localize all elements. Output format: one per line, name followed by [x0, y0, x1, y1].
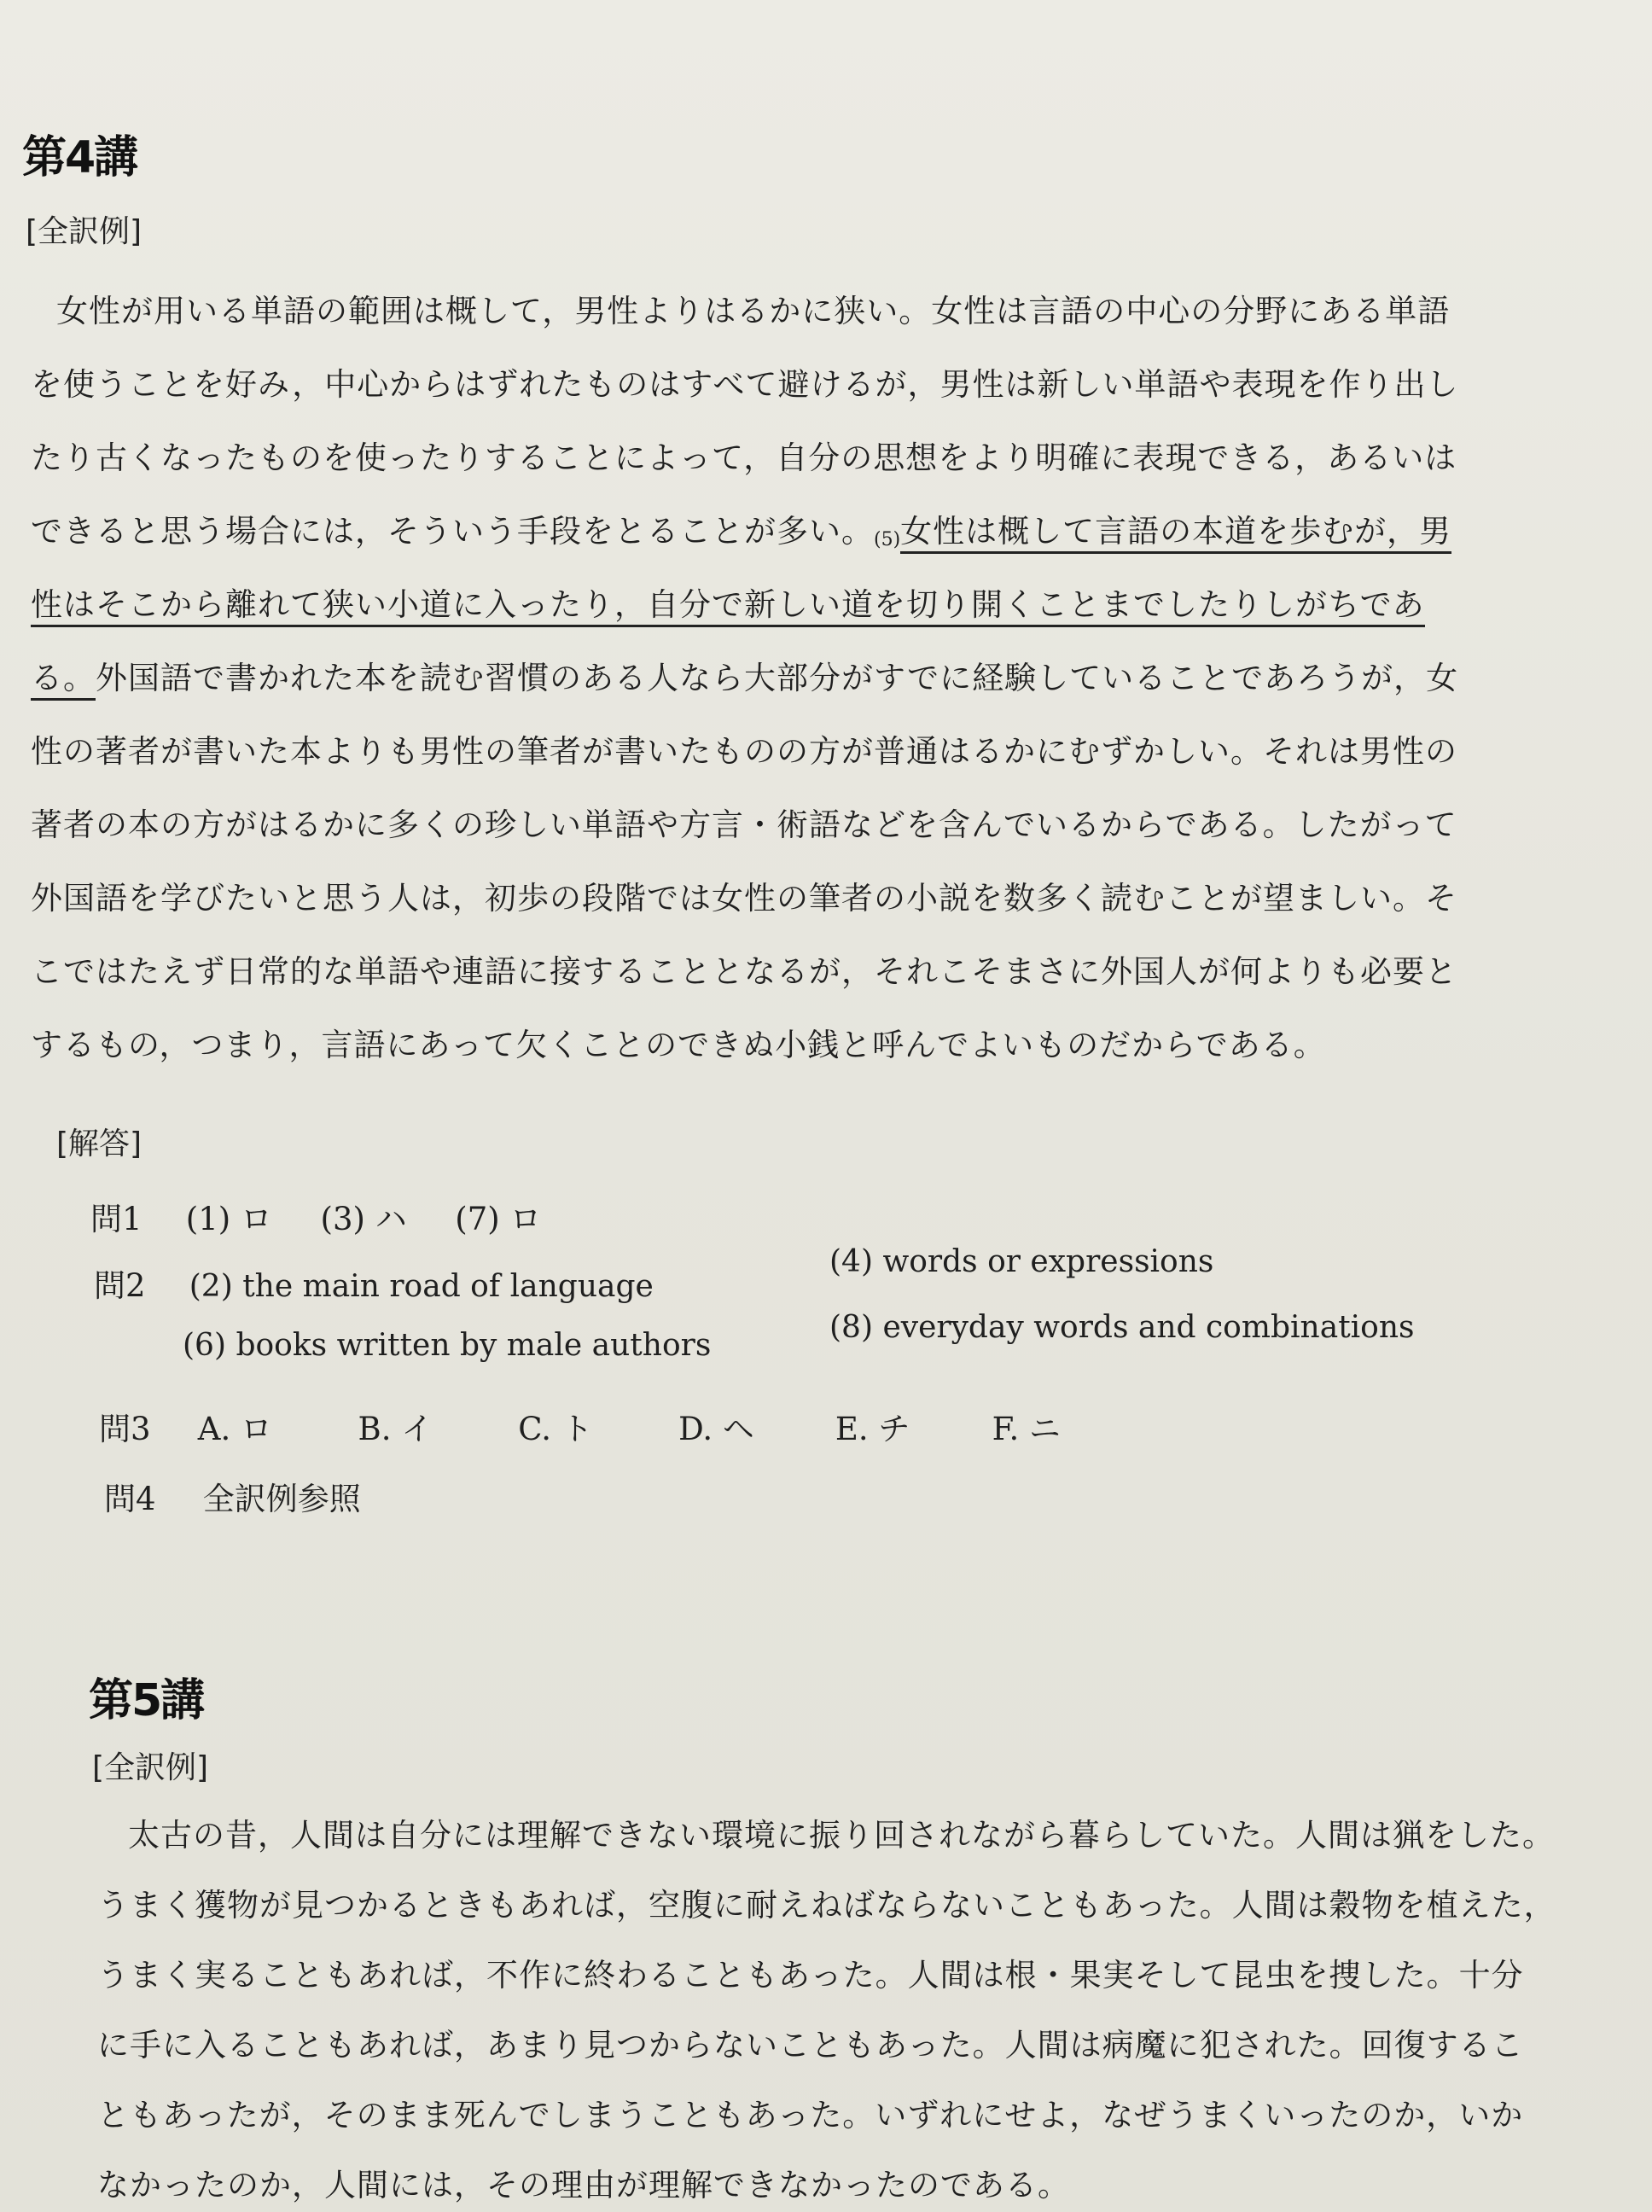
q1-answer: (3) ハ	[320, 1201, 407, 1237]
paragraph-line: 著者の本の方がはるかに多くの珍しい単語や方言・術語などを含んでいるからである。したがって	[31, 806, 1457, 843]
q4-label: 問4	[104, 1481, 156, 1517]
q3-answer: C. ト	[518, 1411, 593, 1447]
lecture-5-translation-label: [全訳例]	[92, 1750, 209, 1785]
paragraph-line: 女性が用いる単語の範囲は概して，男性よりはるかに狭い。女性は言語の中心の分野にある単語	[56, 293, 1451, 329]
paragraph-line: 外国語を学びたいと思う人は，初歩の段階では女性の筆者の小説を数多く読むことが望ましい。そ	[31, 880, 1457, 917]
paragraph-line: 性の著者が書いた本よりも男性の筆者が書いたものの方が普通はるかにむずかしい。それは男性の	[31, 733, 1457, 770]
lecture-4-title: 第4講	[22, 132, 137, 183]
q3-answer: F. ニ	[992, 1411, 1062, 1447]
lecture-5-title: 第5講	[89, 1675, 204, 1726]
paragraph-line: に手に入ることもあれば，あまり見つからないこともあった。人間は病魔に犯された。回復するこ	[97, 2027, 1524, 2064]
answer-q2	[94, 1260, 654, 1306]
answer-q3	[99, 1403, 1061, 1449]
paragraph-line	[31, 568, 1618, 642]
paragraph-line: ともあったが，そのまま死んでしまうこともあった。いずれにせよ，なぜうまくいったのか，いか	[97, 2097, 1524, 2133]
q3-answer: B. イ	[358, 1411, 433, 1447]
paragraph-line: うまく獲物が見つかるときもあれば，空腹に耐えねばならないこともあった。人間は穀物を植えた，	[97, 1887, 1556, 1924]
underlined-sentence-5: 性はそこから離れて狭い小道に入ったり，自分で新しい道を切り開くことまでしたりしがちであ	[31, 586, 1425, 627]
q4-answer: 全訳例参照	[202, 1481, 361, 1517]
q3-label: 問3	[99, 1411, 151, 1447]
q2-label: 問2	[94, 1267, 146, 1304]
q2-answer-6: (6) books written by male authors	[183, 1328, 712, 1363]
paragraph-line: たり古くなったものを使ったりすることによって，自分の思想をより明確に表現できる，あるいは	[31, 439, 1457, 476]
answer-q4	[104, 1473, 361, 1519]
paragraph-text: 外国語で書かれた本を読む習慣のある人なら大部分がすでに経験していることであろうが，女	[96, 660, 1459, 696]
paragraph-line: うまく実ることもあれば，不作に終わることもあった。人間は根・果実そして昆虫を捜した。十分	[97, 1957, 1524, 1994]
q1-answer: (1) ロ	[185, 1201, 272, 1237]
underlined-sentence-5: 女性は概して言語の本道を歩むが，男	[900, 513, 1451, 554]
q3-answer: E. チ	[835, 1411, 910, 1447]
paragraph-line	[31, 642, 1618, 715]
lecture-4-translation-paragraph	[31, 275, 1618, 1082]
paragraph-line: 太古の昔，人間は自分には理解できない環境に振り回されながら暮らしていた。人間は猟をした。	[128, 1817, 1555, 1854]
paragraph-text: できると思う場合には，そういう手段をとることが多い。	[31, 513, 874, 550]
paragraph-line: なかったのか，人間には，その理由が理解できなかったのである。	[97, 2167, 1070, 2203]
q1-label: 問1	[90, 1201, 143, 1237]
lecture-4-translation-label: [全訳例]	[26, 214, 143, 249]
paragraph-line	[31, 495, 1618, 568]
q2-answer-2: (2) the main road of language	[189, 1269, 654, 1304]
answer-q1	[90, 1193, 541, 1239]
underlined-sentence-5: る。	[31, 660, 96, 701]
paragraph-line: するもの，つまり，言語にあって欠くことのできぬ小銭と呼んでよいものだからである。	[31, 1027, 1326, 1063]
lecture-4-answers-label: [解答]	[56, 1126, 143, 1161]
q3-answer: A. ロ	[197, 1411, 273, 1447]
q3-answer: D. ヘ	[678, 1411, 754, 1447]
paragraph-line: を使うことを好み，中心からはずれたものはすべて避けるが，男性は新しい単語や表現を作り出し	[31, 366, 1459, 403]
q2-answer-8: (8) everyday words and combinations	[829, 1310, 1415, 1345]
q2-answer-4: (4) words or expressions	[829, 1244, 1214, 1279]
lecture-5-translation-paragraph	[97, 1801, 1625, 2212]
q1-answer: (7) ロ	[455, 1201, 542, 1237]
underline-marker-5: (5)	[874, 529, 901, 550]
paragraph-line: こではたえず日常的な単語や連語に接することとなるが，それこそまさに外国人が何よりも必要と	[31, 953, 1457, 990]
